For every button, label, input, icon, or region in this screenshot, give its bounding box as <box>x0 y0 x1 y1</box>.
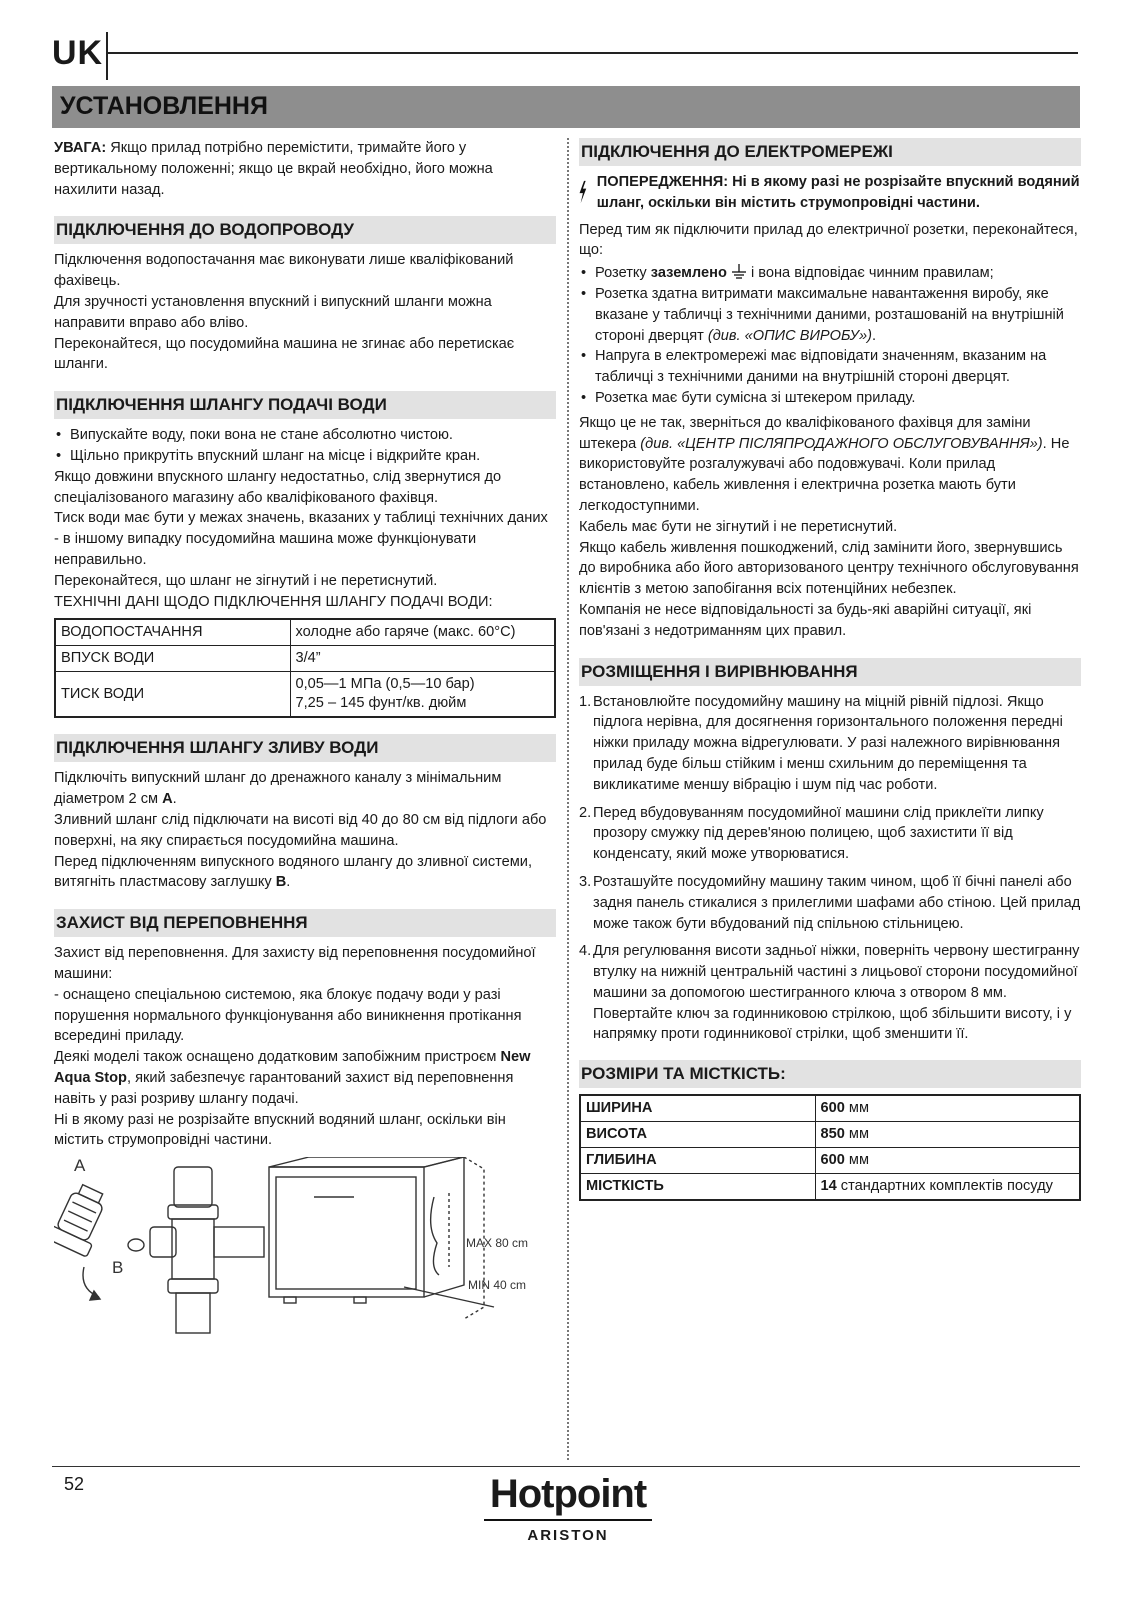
right-column <box>579 138 1081 1201</box>
list-item: 4. Для регулювання висоти задньої ніжки, поверніть червону шестигранну втулку на нижній центральній частині з лицьової сторони посудомийної машини за допомогою шестигранного ключа з отвором 8 мм. Повертайте ключ за годинниковою стрілкою, щоб збільшити висоту, і у напрямку проти годинникової стрілки, щоб зменшити її. <box>579 943 1080 1043</box>
paragraph: ТЕХНІЧНІ ДАНІ ЩОДО ПІДКЛЮЧЕННЯ ШЛАНГУ ПОДАЧІ ВОДИ: <box>54 593 493 610</box>
paragraph: Переконайтеся, що посудомийна машина не згинає або перетискає шланги. <box>54 335 515 373</box>
list-item: • Щільно прикрутіть впускний шланг на місце і відкрийте кран. <box>70 446 556 467</box>
brand-logo <box>478 1472 658 1544</box>
paragraph: Якщо кабель живлення пошкоджений, слід замінити його, звернувшись до виробника або його авторизованого центру технічного обслуговування клієнтів з метою запобігання всіх потенційних небезпек. <box>579 539 1079 598</box>
list-item: 2. Перед вбудовуванням посудомийної машини слід приклеїти липку прозору смужку під дерев'яною полицею, щоб захистити її від конденсату, який може утворюватися. <box>579 804 1044 863</box>
left-column <box>54 138 556 1337</box>
page-number: 52 <box>64 1474 85 1494</box>
brand-subname: ARISTON <box>527 1527 609 1544</box>
intro-warning: УВАГА: Якщо прилад потрібно перемістити, тримайте його у вертикальному положенні; якщо це вкрай необхідно, його можна нахилити назад. <box>54 140 493 198</box>
list-item: 3. Розташуйте посудомийну машину таким чином, щоб її бічні панелі або задня панель стикалися з прилеглими шафами або стіною. Цей прилад може також бути вбудований під спільною стільницею. <box>579 873 1081 932</box>
header-rule <box>108 52 1078 54</box>
figure-label-a: A <box>74 1157 86 1176</box>
paragraph: Ні в якому разі не розрізайте впускний водяний шланг, оскільки він містить струмопровідні частини. <box>54 1111 506 1149</box>
table-row: ВПУСК ВОДИ 3/4” <box>55 646 555 672</box>
table-row: ТИСК ВОДИ 0,05—1 МПа (0,5—10 бар) 7,25 – 145 фунт/кв. дюйм <box>55 672 555 718</box>
paragraph: Переконайтеся, що шланг не зігнутий і не перетиснутий. <box>54 572 438 589</box>
section-title-water: ПІДКЛЮЧЕННЯ ДО ВОДОПРОВОДУ <box>54 216 556 244</box>
paragraph: Для зручності установлення впускний і випускний шланги можна направити вправо або вліво. <box>54 293 492 331</box>
list-item: 1. Встановлюйте посудомийну машину на міцній рівній підлозі. Якщо підлога нерівна, для досягнення горизонтального положення передні ніжки приладу можна відрегулювати. У разі належного вирівнювання прилад буде більш стійким і менш схильним до переміщення та викликатиме меншу вібрацію і шум під час роботи. <box>579 693 1063 793</box>
paragraph: Кабель має бути не зігнутий і не перетиснутий. <box>579 518 898 535</box>
electric-warning: ПОПЕРЕДЖЕННЯ: Ні в якому разі не розрізайте впускний водяний шланг, оскільки він містить струмопровідні частини. <box>579 172 1081 214</box>
paragraph: Якщо довжини впускного шлангу недостатньо, слід звернутися до спеціалізованого магазину або кваліфікованого фахівця. <box>54 468 502 506</box>
language-code: UK <box>52 34 104 72</box>
seal-ring-illustration <box>128 1239 144 1251</box>
installation-figure <box>54 1157 554 1337</box>
figure-label-b: B <box>112 1258 124 1278</box>
paragraph: Якщо це не так, зверніться до кваліфікованого фахівця для заміни штекера (див. «ЦЕНТР ПІСЛЯПРОДАЖНОГО ОБСЛУГОВУВАННЯ»). Не використовуйте розгалужувачі або подовжувачі. Коли прилад встановлено, кабель живлення і електрична розетка мають бути легкодоступними. <box>579 414 1070 514</box>
ground-icon <box>731 264 747 280</box>
electric-list <box>579 263 1081 409</box>
min-height-label: MIN 40 cm <box>468 1278 527 1293</box>
brand-name: Hotpoint <box>489 1472 647 1516</box>
dimensions-table <box>579 1094 1081 1201</box>
drain-pipe-illustration <box>150 1167 264 1333</box>
arrow-icon <box>83 1267 99 1297</box>
table-row: МІСТКІСТЬ 14 стандартних комплектів посуду <box>580 1174 1080 1201</box>
paragraph: Перед тим як підключити прилад до електричної розетки, переконайтеся, що: <box>579 221 1078 259</box>
list-item: • Розетка має бути сумісна зі штекером приладу. <box>595 388 1081 409</box>
logo-rule <box>484 1519 652 1521</box>
list-item: • Випускайте воду, поки вона не стане абсолютно чистою. <box>70 425 556 446</box>
list-item: • Розетка здатна витримати максимальне навантаження виробу, яке вказане у табличці з технічними даними, розташованій на внутрішній стороні дверцят (див. «ОПИС ВИРОБУ»). <box>595 284 1081 346</box>
section-title-leveling: РОЗМІЩЕННЯ І ВИРІВНЮВАННЯ <box>579 658 1081 686</box>
paragraph: Захист від переповнення. Для захисту від переповнення посудомийної машини: <box>54 945 536 982</box>
section-title-dims: РОЗМІРИ ТА МІСТКІСТЬ: <box>579 1060 1081 1088</box>
section-title-overflow: ЗАХИСТ ВІД ПЕРЕПОВНЕННЯ <box>54 909 556 937</box>
page-title: УСТАНОВЛЕННЯ <box>60 92 268 120</box>
water-spec-table <box>54 618 556 718</box>
max-height-label: MAX 80 cm <box>466 1236 529 1251</box>
dishwasher-illustration <box>269 1157 494 1319</box>
table-row: ВОДОПОСТАЧАННЯ холодне або гаряче (макс. 60°C) <box>55 619 555 646</box>
paragraph: - оснащено спеціальною системою, яка блокує подачу води у разі порушення нормального функціонування або виникнення протікання всередині приладу. <box>54 986 522 1045</box>
paragraph: Перед підключенням випускного водяного шлангу до зливної системи, витягніть пластмасову заглушку B. <box>54 853 533 891</box>
leveling-list <box>579 692 1081 1046</box>
supply-list <box>54 425 556 467</box>
list-item: • Розетку заземлено і вона відповідає чинним правилам; <box>595 263 1081 284</box>
header-rule-vertical <box>106 32 108 80</box>
table-row: ГЛИБИНА 600 мм <box>580 1148 1080 1174</box>
page-title-bar <box>52 86 1080 128</box>
section-title-drain: ПІДКЛЮЧЕННЯ ШЛАНГУ ЗЛИВУ ВОДИ <box>54 734 556 762</box>
column-divider <box>567 138 569 1460</box>
lightning-icon <box>579 172 587 212</box>
paragraph: Підключіть випускний шланг до дренажного каналу з мінімальним діаметром 2 см A. <box>54 770 502 808</box>
footer-rule <box>52 1466 1080 1467</box>
section-title-supply: ПІДКЛЮЧЕННЯ ШЛАНГУ ПОДАЧІ ВОДИ <box>54 391 556 419</box>
hose-fitting-illustration <box>54 1180 114 1257</box>
table-row: ШИРИНА 600 мм <box>580 1095 1080 1122</box>
section-title-electric: ПІДКЛЮЧЕННЯ ДО ЕЛЕКТРОМЕРЕЖІ <box>579 138 1081 166</box>
paragraph: Деякі моделі також оснащено додатковим запобіжним пристроєм New Aqua Stop, який забезпечує гарантований захист від переповнення навіть у разі розриву шлангу подачі. <box>54 1049 531 1107</box>
list-item: • Напруга в електромережі має відповідати значенням, вказаним на табличці з технічними даними на внутрішній стороні дверцят. <box>595 346 1081 388</box>
paragraph: Тиск води має бути у межах значень, вказаних у таблиці технічних даних - в іншому випадку посудомийна машина може функціонувати неправильно. <box>54 510 548 568</box>
paragraph: Зливний шланг слід підключати на висоті від 40 до 80 см від підлоги або поверхні, на яку спирається посудомийна машина. <box>54 811 547 849</box>
paragraph: Підключення водопостачання має виконувати лише кваліфікований фахівець. <box>54 252 514 290</box>
paragraph: Компанія не несе відповідальності за будь-які аварійні ситуації, які пов'язані з недотриманням цих правил. <box>579 601 1032 639</box>
table-row: ВИСОТА 850 мм <box>580 1122 1080 1148</box>
